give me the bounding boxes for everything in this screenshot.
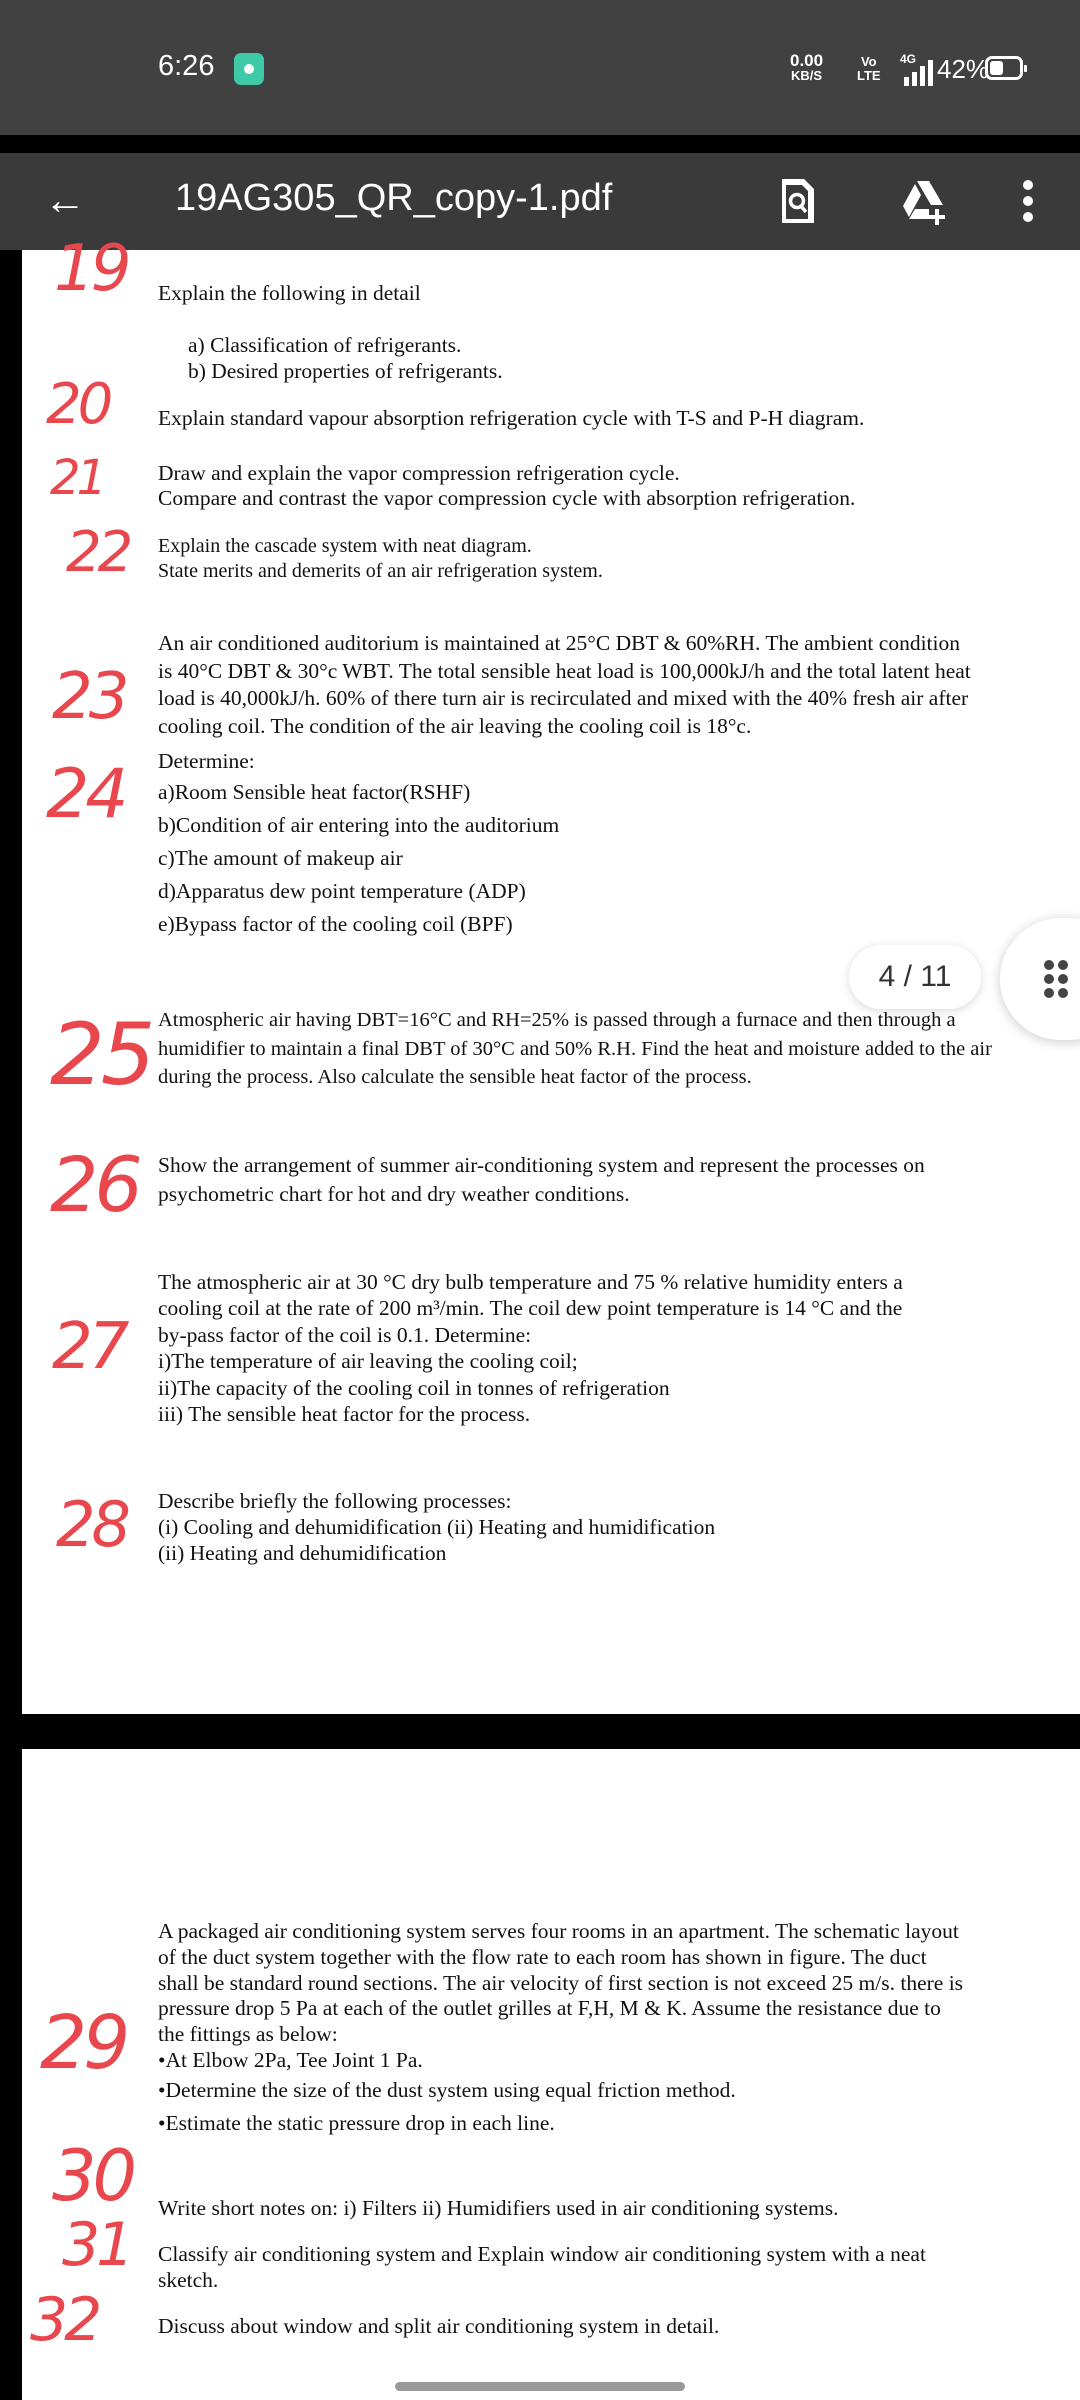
question-21	[158, 461, 855, 511]
question-line: •Estimate the static pressure drop in each line.	[158, 2110, 555, 2135]
question-line: d)Apparatus dew point temperature (ADP)	[158, 879, 526, 903]
question-line: Discuss about window and split air conditioning system in detail.	[158, 2314, 720, 2338]
question-line: •Determine the size of the dust system using equal friction method.	[158, 2077, 736, 2102]
volte-bottom: LTE	[857, 68, 881, 83]
annotation-25: 25	[50, 1005, 152, 1105]
question-line: sketch.	[158, 2268, 219, 2292]
question-line: b) Desired properties of refrigerants.	[188, 359, 503, 383]
question-line: load is 40,000kJ/h. 60% of there turn air is recirculated and mixed with the 40% fresh air after	[158, 686, 969, 710]
question-line: pressure drop 5 Pa at each of the outlet grilles at F,H, M & K. Assume the resistance due to	[158, 1996, 941, 2021]
annotation-32: 32	[30, 2285, 99, 2355]
question-line: is 40°C DBT & 30°c WBT. The total sensible heat load is 100,000kJ/h and the total latent heat	[158, 658, 971, 683]
volte-top: Vo	[860, 54, 877, 69]
question-line: (ii) Heating and dehumidification	[158, 1541, 447, 1565]
question-line: Explain standard vapour absorption refrigeration cycle with T-S and P-H diagram.	[158, 406, 865, 430]
volte-icon	[857, 55, 881, 83]
more-vert-icon[interactable]	[1010, 173, 1066, 229]
question-line: during the process. Also calculate the sensible heat factor of the process.	[158, 1066, 752, 1088]
question-line: State merits and demerits of an air refrigeration system.	[158, 560, 603, 582]
question-line: Compare and contrast the vapor compression cycle with absorption refrigeration.	[158, 486, 856, 510]
question-line: b)Condition of air entering into the auditorium	[158, 813, 560, 837]
question-line: An air conditioned auditorium is maintained at 25°C DBT & 60%RH. The ambient condition	[158, 631, 960, 655]
question-23	[158, 630, 971, 740]
annotation-27: 27	[52, 1310, 126, 1384]
search-document-icon[interactable]	[770, 173, 826, 229]
question-line: Determine:	[158, 749, 255, 773]
question-line: e)Bypass factor of the cooling coil (BPF)	[158, 912, 513, 936]
question-28	[158, 1488, 715, 1566]
net-speed-unit: KB/S	[791, 68, 823, 83]
back-arrow-icon[interactable]: ←	[44, 176, 86, 223]
document-title: 19AG305_QR_copy-1.pdf	[175, 177, 613, 219]
question-25	[158, 1006, 992, 1092]
battery-percent: 42%	[937, 54, 990, 84]
question-line: iii) The sensible heat factor for the process.	[158, 1402, 531, 1427]
annotation-23: 23	[52, 660, 126, 734]
question-line: Classify air conditioning system and Explain window air conditioning system with a neat	[158, 2242, 926, 2266]
question-31	[158, 2241, 926, 2293]
question-line: shall be standard round sections. The air velocity of first section is not exceed 25 m/s. there is	[158, 1970, 964, 1995]
annotation-29: 29	[40, 2000, 127, 2086]
question-line: of the duct system together with the flow rate to each room has shown in figure. The duct	[158, 1944, 927, 1969]
question-line: Atmospheric air having DBT=16°C and RH=25% is passed through a furnace and then through a	[158, 1009, 956, 1031]
annotation-21: 21	[50, 450, 104, 506]
signal-icon	[898, 60, 934, 86]
question-line: a) Classification of refrigerants.	[188, 333, 462, 357]
annotation-19: 19	[54, 232, 128, 306]
question-19	[158, 280, 503, 384]
question-line: Draw and explain the vapor compression refrigeration cycle.	[158, 461, 680, 485]
question-line: the fittings as below:	[158, 2022, 338, 2047]
question-line: by-pass factor of the coil is 0.1. Determine:	[158, 1322, 532, 1347]
question-line: Show the arrangement of summer air-conditioning system and represent the processes on	[158, 1153, 925, 1177]
question-line: A packaged air conditioning system serves four rooms in an apartment. The schematic layout	[158, 1919, 959, 1943]
question-line: (i) Cooling and dehumidification (ii) Heating and humidification	[158, 1515, 716, 1539]
annotation-26: 26	[50, 1140, 139, 1229]
status-bar	[0, 0, 1080, 135]
annotation-22: 22	[66, 520, 130, 585]
network-type: 4G	[900, 52, 917, 66]
app-toolbar	[0, 153, 1080, 250]
question-line: Describe briefly the following processes:	[158, 1489, 512, 1513]
question-line: a)Room Sensible heat factor(RSHF)	[158, 780, 471, 804]
question-line: c)The amount of makeup air	[158, 846, 403, 870]
question-30	[158, 2195, 838, 2221]
annotation-31: 31	[62, 2210, 131, 2280]
question-line: humidifier to maintain a final DBT of 30°C and 50% R.H. Find the heat and moisture added to the air	[158, 1037, 992, 1060]
question-line: psychometric chart for hot and dry weather conditions.	[158, 1182, 630, 1206]
question-line: Explain the following in detail	[158, 281, 421, 305]
question-line: The atmospheric air at 30 °C dry bulb temperature and 75 % relative humidity enters a	[158, 1270, 903, 1294]
question-line: cooling coil at the rate of 200 m³/min. The coil dew point temperature is 14 °C and the	[158, 1296, 903, 1321]
net-speed-value: 0.00	[790, 51, 824, 70]
question-line: Explain the cascade system with neat diagram.	[158, 535, 532, 557]
clock: 6:26	[158, 50, 215, 82]
notification-app-icon	[234, 53, 264, 85]
question-29	[158, 1919, 963, 2140]
question-27	[158, 1269, 903, 1427]
annotation-28: 28	[56, 1488, 127, 1561]
question-line: Write short notes on: i) Filters ii) Humidifiers used in air conditioning systems.	[158, 2196, 839, 2220]
question-line: ii)The capacity of the cooling coil in tonnes of refrigeration	[158, 1375, 670, 1400]
question-line: •At Elbow 2Pa, Tee Joint 1 Pa.	[158, 2047, 423, 2072]
page-indicator: 4 / 11	[849, 945, 981, 1009]
battery-icon	[985, 56, 1023, 80]
question-line: i)The temperature of air leaving the cooling coil;	[158, 1349, 578, 1374]
question-24	[158, 746, 559, 941]
question-line: cooling coil. The condition of the air leaving the cooling coil is 18°c.	[158, 713, 752, 738]
question-32	[158, 2313, 719, 2339]
question-22	[158, 534, 603, 584]
home-indicator[interactable]	[395, 2382, 685, 2391]
drive-add-icon[interactable]	[895, 173, 951, 229]
question-20	[158, 405, 864, 431]
annotation-20: 20	[46, 372, 110, 437]
annotation-24: 24	[46, 755, 125, 834]
annotation-30: 30	[52, 2135, 134, 2217]
network-speed	[790, 53, 823, 83]
question-26	[158, 1151, 925, 1209]
